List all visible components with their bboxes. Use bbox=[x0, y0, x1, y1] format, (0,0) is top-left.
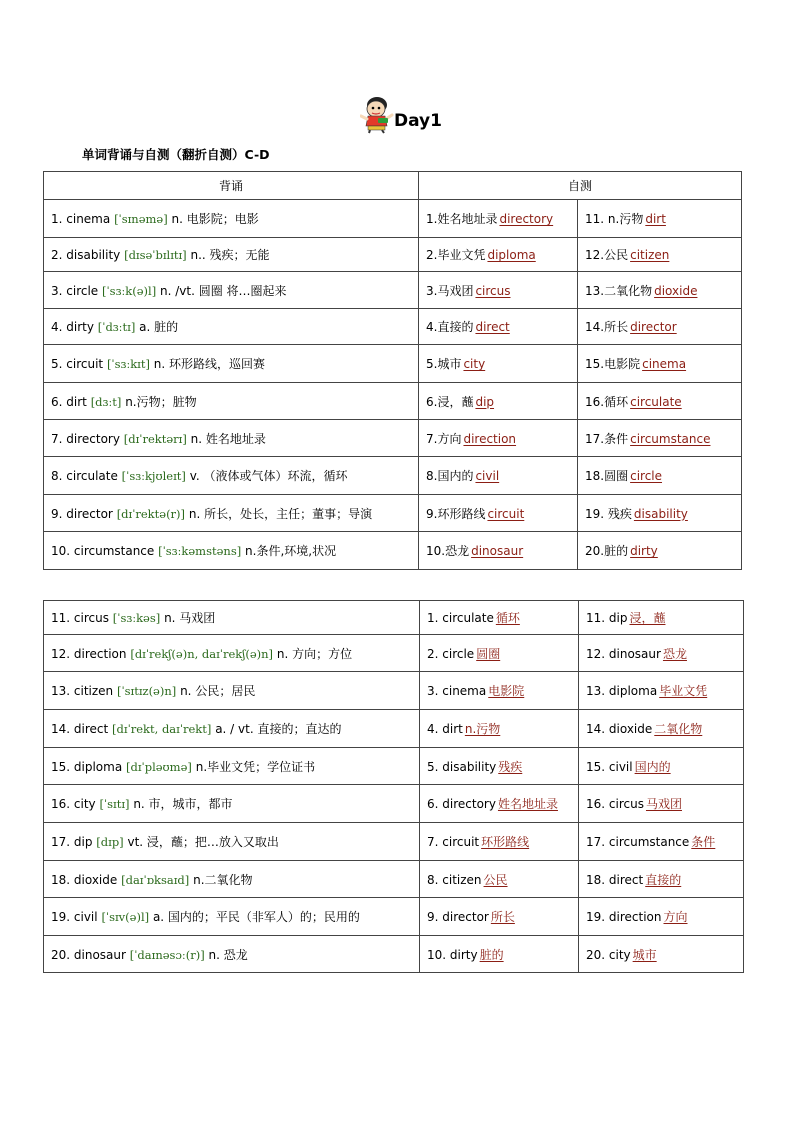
definition: n.. 残疾；无能 bbox=[190, 248, 270, 262]
word: 16. city bbox=[51, 797, 96, 811]
definition: n. 公民；居民 bbox=[180, 684, 256, 698]
answer: 公民 bbox=[483, 872, 508, 887]
prompt: 2. circle bbox=[427, 646, 475, 661]
phonetic: [ˈsɪnəmə] bbox=[114, 212, 168, 226]
answer: citizen bbox=[630, 248, 670, 262]
table-row bbox=[44, 672, 744, 710]
prompt: 3.马戏团 bbox=[426, 283, 474, 298]
answer: 圆圈 bbox=[476, 646, 501, 661]
selftest-cell bbox=[578, 345, 742, 383]
phonetic: [ˈsɜːk(ə)l] bbox=[102, 283, 157, 298]
page-title: Day1 bbox=[394, 111, 442, 131]
word: 10. circumstance bbox=[51, 544, 155, 558]
word: 8. circulate bbox=[51, 469, 118, 483]
prompt: 5. disability bbox=[427, 759, 497, 774]
selftest-cell bbox=[420, 936, 579, 973]
prompt: 19. 残疾 bbox=[585, 506, 632, 521]
selftest-cell bbox=[579, 672, 744, 710]
word: 13. citizen bbox=[51, 684, 114, 698]
phonetic: [dɪp] bbox=[96, 835, 124, 849]
answer: 条件 bbox=[691, 835, 716, 849]
header-selftest: 自测 bbox=[419, 172, 742, 200]
table-row bbox=[44, 748, 744, 785]
table-row bbox=[44, 601, 744, 635]
word: 6. dirt bbox=[51, 394, 87, 409]
selftest-cell bbox=[578, 309, 742, 345]
answer: circuit bbox=[487, 506, 525, 521]
word-entry-cell bbox=[44, 823, 420, 861]
word: 2. disability bbox=[51, 248, 121, 262]
table-row bbox=[44, 457, 742, 495]
answer: dinosaur bbox=[471, 544, 524, 558]
table-row bbox=[44, 309, 742, 345]
answer: diploma bbox=[487, 248, 536, 262]
answer: city bbox=[463, 357, 486, 371]
table-row bbox=[44, 635, 744, 672]
table-row bbox=[44, 898, 744, 936]
definition: a. / vt. 直接的；直达的 bbox=[215, 722, 342, 736]
answer: 毕业文凭 bbox=[659, 684, 708, 698]
prompt: 16. circus bbox=[586, 797, 644, 811]
word-entry-cell bbox=[44, 200, 419, 238]
table-row bbox=[44, 200, 742, 238]
answer: 残疾 bbox=[498, 759, 523, 774]
word-entry-cell bbox=[44, 601, 420, 635]
phonetic: [ˈsɜːkəs] bbox=[112, 611, 161, 625]
selftest-cell bbox=[578, 532, 742, 570]
phonetic: [ˈdɜːtɪ] bbox=[97, 320, 136, 334]
definition: n. 马戏团 bbox=[164, 611, 216, 625]
word-entry-cell bbox=[44, 936, 420, 973]
answer: 方向 bbox=[663, 910, 688, 924]
selftest-cell bbox=[578, 200, 742, 238]
phonetic: [ˈsɜːkɪt] bbox=[106, 357, 150, 371]
definition: n. 方向；方位 bbox=[276, 646, 353, 661]
answer: 电影院 bbox=[488, 684, 525, 698]
prompt: 6.浸，蘸 bbox=[426, 394, 474, 409]
definition: n.污物；脏物 bbox=[125, 394, 197, 409]
prompt: 7.方向 bbox=[426, 431, 462, 446]
answer: 环形路线 bbox=[481, 835, 530, 849]
definition: n. 恐龙 bbox=[208, 947, 248, 962]
table-row bbox=[44, 383, 742, 420]
word: 1. cinema bbox=[51, 212, 111, 226]
table-row bbox=[44, 532, 742, 570]
definition: n. /vt. 圆圈 将…圈起来 bbox=[160, 283, 287, 298]
answer: cinema bbox=[642, 357, 687, 371]
prompt: 8.国内的 bbox=[426, 469, 474, 483]
phonetic: [dɪˈrektərɪ] bbox=[123, 431, 187, 446]
word: 9. director bbox=[51, 506, 113, 521]
answer: 城市 bbox=[632, 947, 657, 962]
definition: n. 市，城市，都市 bbox=[133, 797, 233, 811]
selftest-cell bbox=[420, 710, 579, 748]
answer: directory bbox=[499, 212, 554, 226]
answer: direction bbox=[463, 431, 517, 446]
selftest-cell bbox=[579, 710, 744, 748]
word: 14. direct bbox=[51, 722, 109, 736]
word-entry-cell bbox=[44, 861, 420, 898]
table-row bbox=[44, 495, 742, 532]
answer: circumstance bbox=[630, 431, 711, 446]
prompt: 9.环形路线 bbox=[426, 506, 486, 521]
table-row bbox=[44, 785, 744, 823]
answer: 国内的 bbox=[634, 759, 671, 774]
word-entry-cell bbox=[44, 672, 420, 710]
selftest-cell bbox=[578, 457, 742, 495]
answer: circulate bbox=[630, 394, 682, 409]
answer: dip bbox=[475, 394, 495, 409]
prompt: 1. circulate bbox=[427, 611, 494, 625]
selftest-cell bbox=[419, 345, 578, 383]
table-row bbox=[44, 936, 744, 973]
prompt: 19. direction bbox=[586, 910, 662, 924]
answer: 脏的 bbox=[479, 947, 504, 962]
answer: dirt bbox=[645, 212, 666, 226]
selftest-cell bbox=[579, 936, 744, 973]
page-subtitle: 单词背诵与自测（翻折自测）C-D bbox=[82, 147, 270, 162]
selftest-cell bbox=[419, 200, 578, 238]
phonetic: [ˈsɜːkəmstəns] bbox=[158, 544, 242, 558]
prompt: 14. dioxide bbox=[586, 722, 653, 736]
prompt: 11. n.污物 bbox=[585, 212, 644, 226]
selftest-cell bbox=[420, 748, 579, 785]
word: 17. dip bbox=[51, 835, 93, 849]
answer: 直接的 bbox=[645, 872, 682, 887]
header-recite: 背诵 bbox=[44, 172, 419, 200]
phonetic: [ˈdaɪnəsɔː(r)] bbox=[129, 947, 205, 962]
answer: circle bbox=[630, 469, 663, 483]
prompt: 17.条件 bbox=[585, 431, 629, 446]
table-row bbox=[44, 272, 742, 309]
prompt: 15. civil bbox=[586, 759, 633, 774]
definition: n. 环形路线，巡回赛 bbox=[153, 357, 266, 371]
word: 12. direction bbox=[51, 646, 127, 661]
prompt: 5.城市 bbox=[426, 357, 462, 371]
selftest-cell bbox=[579, 785, 744, 823]
phonetic: [dɪˈpləʊmə] bbox=[126, 759, 192, 774]
prompt: 8. citizen bbox=[427, 872, 482, 887]
table-row bbox=[44, 238, 742, 272]
definition: v. （液体或气体）环流，循环 bbox=[189, 469, 348, 483]
word-entry-cell bbox=[44, 748, 420, 785]
prompt: 13.二氧化物 bbox=[585, 283, 653, 298]
definition: n. 姓名地址录 bbox=[190, 431, 266, 446]
definition: n. 所长，处长，主任；董事；导演 bbox=[188, 506, 373, 521]
prompt: 20. city bbox=[586, 947, 631, 962]
word: 11. circus bbox=[51, 611, 109, 625]
answer: director bbox=[630, 320, 677, 334]
prompt: 9. director bbox=[427, 910, 489, 924]
selftest-cell bbox=[420, 823, 579, 861]
prompt: 16.循环 bbox=[585, 394, 629, 409]
prompt: 14.所长 bbox=[585, 320, 629, 334]
phonetic: [ˈsɜːkjʊleɪt] bbox=[121, 469, 186, 483]
answer: circus bbox=[475, 283, 511, 298]
answer: disability bbox=[633, 506, 688, 521]
selftest-cell bbox=[419, 383, 578, 420]
prompt: 11. dip bbox=[586, 611, 628, 625]
answer: dirty bbox=[630, 544, 658, 558]
answer: 所长 bbox=[490, 910, 515, 924]
prompt: 12. dinosaur bbox=[586, 646, 661, 661]
phonetic: [dɜːt] bbox=[90, 394, 122, 409]
selftest-cell bbox=[419, 457, 578, 495]
word-entry-cell bbox=[44, 898, 420, 936]
answer: 恐龙 bbox=[662, 646, 687, 661]
selftest-cell bbox=[578, 495, 742, 532]
table-header-row bbox=[44, 172, 742, 200]
word-entry-cell bbox=[44, 383, 419, 420]
definition: vt. 浸，蘸；把…放入又取出 bbox=[127, 835, 279, 849]
word: 4. dirty bbox=[51, 320, 94, 334]
definition: a. 脏的 bbox=[139, 320, 179, 334]
selftest-cell bbox=[579, 601, 744, 635]
definition: n.二氧化物 bbox=[193, 872, 253, 887]
word-entry-cell bbox=[44, 532, 419, 570]
table-row bbox=[44, 861, 744, 898]
selftest-cell bbox=[420, 672, 579, 710]
word-entry-cell bbox=[44, 272, 419, 309]
answer: n.污物 bbox=[464, 722, 501, 736]
answer: dioxide bbox=[654, 283, 698, 298]
table-row bbox=[44, 710, 744, 748]
prompt: 6. directory bbox=[427, 797, 496, 811]
selftest-cell bbox=[419, 238, 578, 272]
selftest-cell bbox=[419, 272, 578, 309]
phonetic: [ˈsɪv(ə)l] bbox=[101, 910, 150, 924]
phonetic: [dɪˈrektə(r)] bbox=[116, 506, 186, 521]
answer: 循环 bbox=[495, 611, 520, 625]
vocabulary-table-selftest bbox=[43, 600, 744, 973]
selftest-cell bbox=[420, 601, 579, 635]
selftest-cell bbox=[579, 823, 744, 861]
prompt: 10.恐龙 bbox=[426, 544, 470, 558]
prompt: 18.圆圈 bbox=[585, 469, 629, 483]
selftest-cell bbox=[419, 495, 578, 532]
prompt: 13. diploma bbox=[586, 684, 658, 698]
word-entry-cell bbox=[44, 457, 419, 495]
word-entry-cell bbox=[44, 710, 420, 748]
prompt: 15.电影院 bbox=[585, 357, 641, 371]
definition: n. 电影院；电影 bbox=[171, 212, 259, 226]
word-entry-cell bbox=[44, 785, 420, 823]
selftest-cell bbox=[578, 383, 742, 420]
cartoon-boy-icon bbox=[360, 96, 394, 134]
prompt: 18. direct bbox=[586, 872, 644, 887]
word: 20. dinosaur bbox=[51, 947, 126, 962]
selftest-cell bbox=[579, 898, 744, 936]
word: 7. directory bbox=[51, 431, 120, 446]
word: 18. dioxide bbox=[51, 872, 118, 887]
table-row bbox=[44, 420, 742, 457]
selftest-cell bbox=[419, 309, 578, 345]
phonetic: [ˈsɪtɪz(ə)n] bbox=[116, 684, 177, 698]
prompt: 17. circumstance bbox=[586, 835, 690, 849]
prompt: 4.直接的 bbox=[426, 320, 474, 334]
word-entry-cell bbox=[44, 345, 419, 383]
selftest-cell bbox=[579, 748, 744, 785]
phonetic: [dɪsəˈbɪlɪtɪ] bbox=[124, 248, 187, 262]
answer: 浸，蘸 bbox=[629, 611, 666, 625]
selftest-cell bbox=[579, 635, 744, 672]
selftest-cell bbox=[420, 861, 579, 898]
selftest-cell bbox=[419, 420, 578, 457]
answer: 二氧化物 bbox=[654, 722, 703, 736]
word: 5. circuit bbox=[51, 357, 104, 371]
phonetic: [dɪˈrekt, daɪˈrekt] bbox=[112, 722, 212, 736]
phonetic: [dɪˈrekʃ(ə)n, daɪˈrekʃ(ə)n] bbox=[130, 646, 274, 661]
prompt: 1.姓名地址录 bbox=[426, 212, 498, 226]
word: 3. circle bbox=[51, 283, 99, 298]
phonetic: [ˈsɪtɪ] bbox=[99, 797, 130, 811]
selftest-cell bbox=[419, 532, 578, 570]
definition: a. 国内的；平民（非军人）的；民用的 bbox=[152, 910, 360, 924]
prompt: 20.脏的 bbox=[585, 544, 629, 558]
prompt: 4. dirt bbox=[427, 722, 463, 736]
prompt: 10. dirty bbox=[427, 947, 478, 962]
vocabulary-table-recite bbox=[43, 171, 742, 570]
selftest-cell bbox=[578, 272, 742, 309]
prompt: 12.公民 bbox=[585, 248, 629, 262]
table-row bbox=[44, 345, 742, 383]
word-entry-cell bbox=[44, 635, 420, 672]
page-header bbox=[360, 95, 442, 135]
prompt: 2.毕业文凭 bbox=[426, 248, 486, 262]
definition: n.毕业文凭；学位证书 bbox=[195, 759, 316, 774]
table-row bbox=[44, 823, 744, 861]
answer: 马戏团 bbox=[645, 797, 682, 811]
answer: 姓名地址录 bbox=[497, 797, 558, 811]
word-entry-cell bbox=[44, 495, 419, 532]
word-entry-cell bbox=[44, 238, 419, 272]
answer: civil bbox=[475, 469, 500, 483]
selftest-cell bbox=[420, 785, 579, 823]
selftest-cell bbox=[578, 238, 742, 272]
selftest-cell bbox=[578, 420, 742, 457]
prompt: 3. cinema bbox=[427, 684, 487, 698]
selftest-cell bbox=[579, 861, 744, 898]
selftest-cell bbox=[420, 635, 579, 672]
selftest-cell bbox=[420, 898, 579, 936]
phonetic: [daɪˈɒksaɪd] bbox=[121, 872, 190, 887]
prompt: 7. circuit bbox=[427, 835, 480, 849]
word: 15. diploma bbox=[51, 759, 123, 774]
answer: direct bbox=[475, 320, 510, 334]
word-entry-cell bbox=[44, 309, 419, 345]
word: 19. civil bbox=[51, 910, 98, 924]
word-entry-cell bbox=[44, 420, 419, 457]
definition: n.条件,环境,状况 bbox=[245, 544, 337, 558]
